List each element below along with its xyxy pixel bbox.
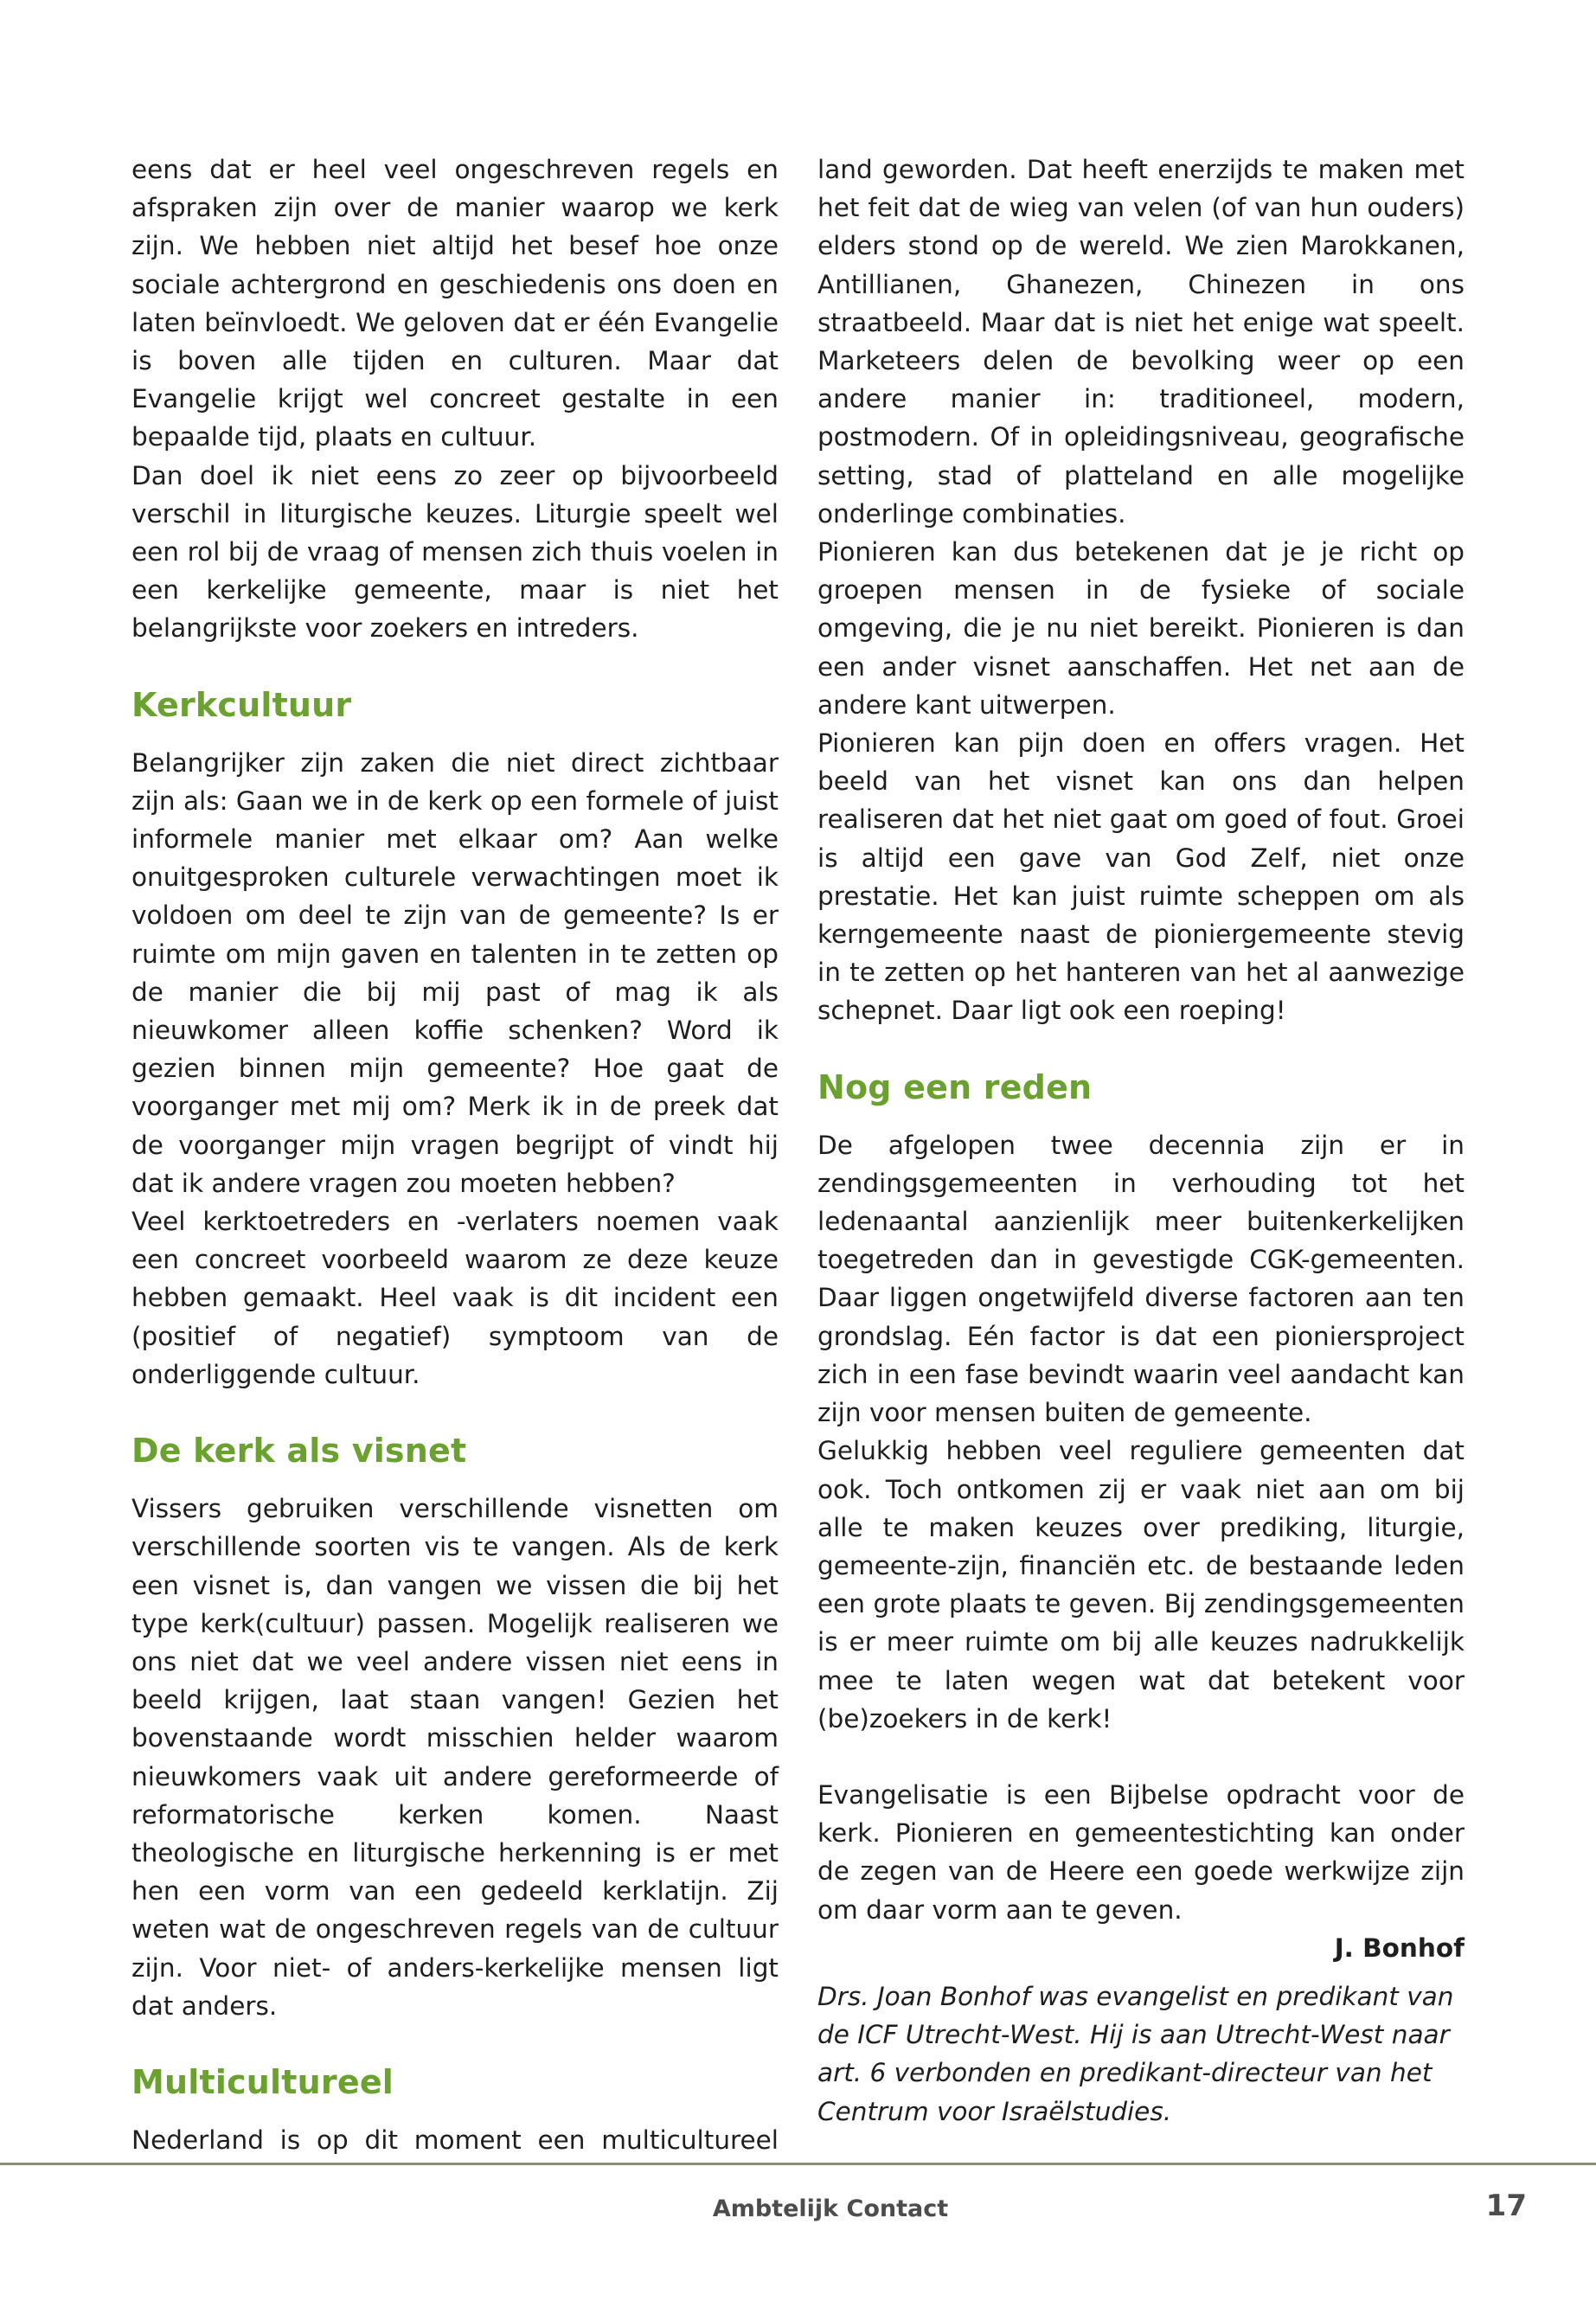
body-paragraph: Gelukkig hebben veel reguliere gemeenten dat ook. Toch ontkomen zij er vaak niet aan om bij alle te maken keuzes over prediking, liturgie, gemeente-zijn, financiën etc. de bestaande leden een grote plaats te geven. Bij zendingsgemeenten is er meer ruimte om bij alle keuzes nadrukkelijk mee te laten wegen wat dat betekent voor (be)zoekers in de kerk! (817, 1436, 1465, 1734)
body-paragraph: Pionieren kan pijn doen en offers vragen. Het beeld van het visnet kan ons dan helpen realiseren dat het niet gaat om goed of fout. Groei is altijd een gave van God Zelf, niet onze prestatie. Het kan juist ruimte scheppen om als kerngemeente naast de pioniergemeente stevig in te zetten op het hanteren van het al aanwezige schepnet. Daar ligt ook een roeping! (817, 728, 1465, 1026)
section-heading-reden: Nog een reden (817, 1067, 1093, 1106)
page-number: 17 (1485, 2189, 1527, 2223)
section-heading-visnet: De kerk als visnet (131, 1432, 467, 1471)
body-paragraph: Nederland is op dit moment een multicultureel (131, 2125, 779, 2155)
body-paragraph: eens dat er heel veel ongeschreven regels en afspraken zijn over de manier waarop we kerk zijn. We hebben niet altijd het besef hoe onze sociale achtergrond en geschiedenis ons doen en laten beïnvloedt. We geloven dat er één Evangelie is boven alle tijden en culturen. Maar dat Evangelie krijgt wel concreet gestalte in een bepaalde tijd, plaats en cultuur. (131, 155, 779, 452)
right-column (817, 151, 1465, 2131)
footer-publication-title: Ambtelijk Contact (712, 2195, 949, 2222)
body-paragraph: Dan doel ik niet eens zo zeer op bijvoorbeeld verschil in liturgische keuzes. Liturgie speelt wel een rol bij de vraag of mensen zich thuis voelen in een kerkelijke gemeente, maar is niet het belangrijkste voor zoekers en intreders. (131, 460, 779, 644)
body-paragraph: Belangrijker zijn zaken die niet direct zichtbaar zijn als: Gaan we in de kerk op een formele of juist informele manier met elkaar om? Aan welke onuitgesproken culturele verwachtingen moet ik voldoen om deel te zijn van de gemeente? Is er ruimte om mijn gaven en talenten in te zetten op de manier die bij mij past of mag ik als nieuwkomer alleen koffie schenken? Word ik gezien binnen mijn gemeente? Hoe gaat de voorganger met mij om? Merk ik in de preek dat de voorganger mijn vragen begrijpt of vindt hij dat ik andere vragen zou moeten hebben? (131, 747, 779, 1198)
section-heading-multicultureel: Multicultureel (131, 2062, 394, 2101)
body-paragraph: Pionieren kan dus betekenen dat je je richt op groepen mensen in de fysieke of sociale omgeving, die je nu niet bereikt. Pionieren is dan een ander visnet aanschaffen. Het net aan de andere kant uitwerpen. (817, 537, 1465, 720)
author-signature: J. Bonhof (1334, 1932, 1465, 1963)
author-bio: Drs. Joan Bonhof was evangelist en predikant van de ICF Utrecht-West. Hij is aan Utrecht-West naar art. 6 verbonden en predikant-directeur van het Centrum voor Israëlstudies. (817, 1981, 1454, 2126)
body-paragraph: Evangelisatie is een Bijbelse opdracht voor de kerk. Pionieren en gemeentestichting kan onder de zegen van de Heere een goede werkwijze zijn om daar vorm aan te geven. (817, 1779, 1465, 1925)
left-column (131, 151, 779, 2159)
body-paragraph: Veel kerktoetreders en -verlaters noemen vaak een concreet voorbeeld waarom ze deze keuze hebben gemaakt. Heel vaak is dit incident een (positief of negatief) symptoom van de onderliggende cultuur. (131, 1207, 779, 1389)
section-heading-kerkcultuur: Kerkcultuur (131, 685, 352, 724)
body-paragraph: land geworden. Dat heeft enerzijds te maken met het feit dat de wieg van velen (of van hun ouders) elders stond op de wereld. We zien Marokkanen, Antillianen, Ghanezen, Chinezen in ons straatbeeld. Maar dat is niet het enige wat speelt. Marketeers delen de bevolking weer op een andere manier in: traditioneel, modern, postmodern. Of in opleidingsniveau, geografische setting, stad of platteland en alle mogelijke onderlinge combinaties. (817, 155, 1465, 529)
body-paragraph: De afgelopen twee decennia zijn er in zendingsgemeenten in verhouding tot het ledenaantal aanzienlijk meer buitenkerkelijken toegetreden dan in gevestigde CGK-gemeenten. Daar liggen ongetwijfeld diverse factoren aan ten grondslag. Eén factor is dat een pioniersproject zich in een fase bevindt waarin veel aandacht kan zijn voor mensen buiten de gemeente. (817, 1130, 1465, 1428)
footer-divider (0, 2163, 1596, 2165)
body-paragraph: Vissers gebruiken verschillende visnetten om verschillende soorten vis te vangen. Als de kerk een visnet is, dan vangen we vissen die bij het type kerk(cultuur) passen. Mogelijk realiseren we ons niet dat we veel andere vissen niet eens in beeld krijgen, laat staan vangen! Gezien het bovenstaande wordt misschien helder waarom nieuwkomers vaak uit andere gereformeerde of reformatorische kerken komen. Naast theologische en liturgische herkenning is er met hen een vorm van een gedeeld kerklatijn. Zij weten wat de ongeschreven regels van de cultuur zijn. Voor niet- of anders-kerkelijke mensen ligt dat anders. (131, 1494, 779, 2021)
